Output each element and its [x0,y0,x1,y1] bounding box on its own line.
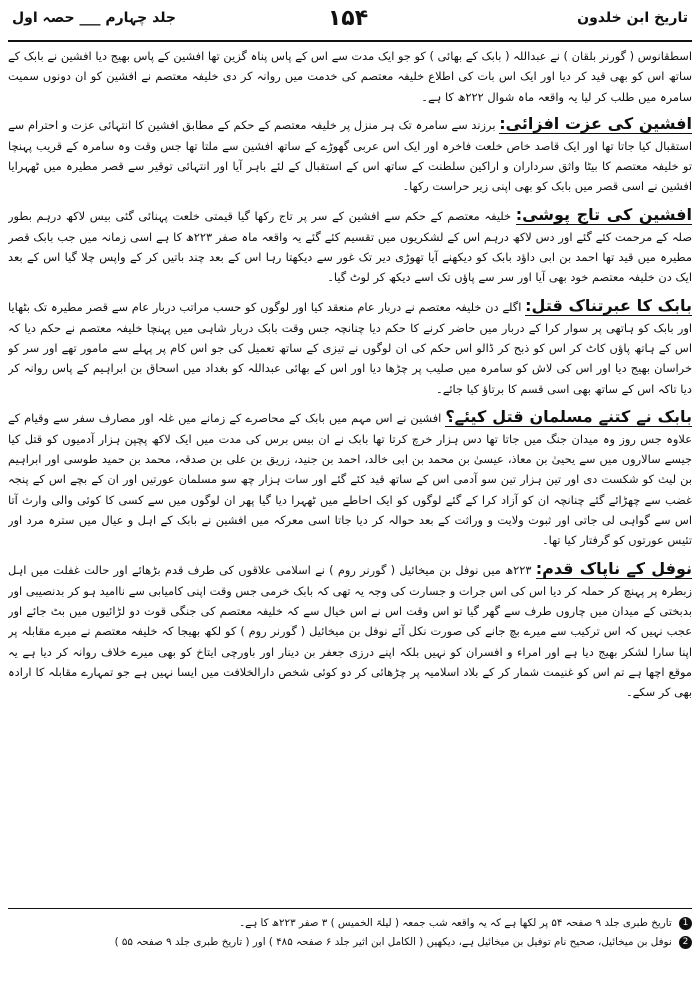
footnote-marker: 2 [679,936,692,949]
heading-casualties: بابک نے کتنے مسلمان قتل کیئے؟ [445,406,692,426]
footnotes [8,914,692,976]
page-body [8,46,692,902]
page-number: ۱۵۴ [327,6,369,31]
heading-execution: بابک کا عبرتناک قتل: [525,295,692,315]
text-casualties: افشین نے اس مہم میں بابک کے محاصرے کے زمانے میں غلہ اور مصارف سفر سے وقیام کے علاوہ جس روز وہ میدان جنگ میں جاتا تھا دس ہزار خرچ کرتا تھا بابک نے ان بیس برس کی مدت میں ایک لاکھ پچپن ہزار آدمیوں کو قتل کیا جیسے سالاروں میں سے یحییٰ بن معاذ، عیسیٰ بن محمد بن ابی خالد، احمد بن جنید، زریق بن علی بن صدقہ، محمد بن حمید طوسی اور ابراہیم بن لیث کو شکست دی اور تین ہزار تین سو آدمی اس کے ساتھ قید کئے گئے اور سات ہزار چھ سو مسلمان عورتیں اور ان کے بچے اس کے پنجہ غضب سے چھڑائے گئے چنانچہ ان کو آزاد کرا کے گئے لوگوں کو ایک احاطے میں ٹھہرا دیا گیا پھر ان لوگوں میں سے کسی کا کوئی والی وارث آتا اس سے گواہی لی جاتی اور ثبوت ولایت و وراثت کے بعد حوالہ کر دیا جاتا اسی معرکہ میں افشین نے بابک کے اہل و عیال میں سترہ مرد اور تئیس عورتوں کو گرفتار کیا تھا۔ [8,410,692,548]
text-nofal: ۲۲۳ھ میں نوفل بن میخائیل ( گورنر روم ) نے اسلامی علاقوں کی طرف قدم بڑھائے اور حالت غفلت میں اہل زبطرہ پر پہنچ کر حملہ کر دیا اس کی اس جرات و جسارت کی وجہ یہ تھی کہ بابک خرمی جس وقت اپنی کامیابی سے ناامید ہو کر بدنصیبی اور بدبختی کے میدان میں چاروں طرف سے گھر گیا تو اس وقت اس نے اس خیال سے کہ خلیفہ معتصم کی جنگی قوت دو لڑائیوں میں بٹ جائے اور عجب نہیں کہ اس ترکیب سے میرے بچ جانے کی صورت نکل آئے نوفل بن میخائیل ( گورنر روم ) کو لکھ بھیجا کہ خلیفہ معتصم نے میرے مقابلہ پر اپنا سارا لشکر بھیج دیا ہے اور امراء و افسران کو نہیں بلکہ اپنے درزی جعفر بن دینار اور باورچی ایتاخ کو بھی میرے خلاف روانہ کر دیا ہے یہ موقع اچھا ہے تم اس کو غنیمت شمار کر کے بلاد اسلامیہ پر چڑھائی کر دو کوئی شخص دارالخلافت میں ایسا نہیں ہے جو تمہارے مقابلہ کا ارادہ بھی کر سکے۔ [8,562,692,700]
heading-coronation: افشین کی تاج پوشی: [515,204,692,224]
intro-text: اسطقانوس ( گورنر بلقان ) نے عبداللہ ( بابک کے بھائی ) کو جو ایک مدت سے اس کے پاس پناہ گزین تھا افشین کے پاس بھیج دیا افشین نے بابک کے ساتھ اس کو بھی قید کر دیا اور ایک اس بات کی اطلاع خلیفہ معتصم کی خدمت میں روانہ کر دی خلیفہ معتصم نے افشین کو ان دونوں سمیت سامرہ میں طلب کر لیا یہ واقعہ ماہ شوال ۲۲۲ھ کا ہے۔ [8,49,692,104]
page-header [8,6,692,40]
footnote-item [8,914,692,933]
footnote-text: نوفل بن میخائیل، صحیح نام توفیل بن میخائیل ہے، دیکھیں ( الکامل ابن اثیر جلد ۶ صفحہ ۴۸۵ ) اور ( تاریخ طبری جلد ۹ صفحہ ۵۵ ) [114,936,672,948]
section-nofal [8,557,692,703]
heading-afshin-honor: افشین کی عزت افزائی: [499,113,692,133]
text-afshin-honor: برزند سے سامرہ تک ہر منزل پر خلیفہ معتصم کے حکم کے مطابق افشین کا انتہائی عزت و احترام سے استقبال کیا جاتا تھا اور ایک قاصد خاص خلعت فاخرہ اور ایک اس عربی گھوڑے کے ساتھ افشین سے ملتا تھا جس وقت وہ سامرہ کے قریب پہنچا تو خلیفہ معتصم کا بیٹا واثق سرداران و اراکین سلطنت کے ساتھ اس کے استقبال کے لئے باہر آیا اور انتہائی توقیر سے قصر مطیرہ میں ٹھہرایا افشین نے اسی قصر میں بابک کو بھی اپنی زیر حراست رکھا۔ [8,117,692,194]
footnote-rule [8,908,692,909]
footnote-marker: 1 [679,917,692,930]
footnote-item [8,933,692,952]
book-title: تاریخ ابن خلدون [577,10,688,26]
section-afshin-honor [8,112,692,197]
intro-paragraph [8,46,692,107]
section-coronation [8,203,692,288]
text-execution: اگلے دن خلیفہ معتصم نے دربار عام منعقد کیا اور لوگوں کو حسب مراتب دربار عام سے قصر مطیرہ تک بٹھایا اور بابک کو ہاتھی پر سوار کرا کے دربار میں حاضر کرنے کا حکم دیا چنانچہ جس وقت بابک دربار شاہی میں پہنچا خلیفہ معتصم نے حکم دیا کہ اس کے ہاتھ پاؤں کاٹ کر اس کو ذبح کر ڈالو اس حکم کی ان لوگوں نے تیزی کے ساتھ تعمیل کی جو اس کام پر پہلے سے مامور تھے اور سر کو خراسان بھیج دیا اور اس کی لاش کو سامرہ میں صلیب پر چڑھا دیا اور اس کے بھائی عبداللہ کو بغداد میں اسحاق بن ابراہیم کے پاس روانہ کر دیا تاکہ اس کے ساتھ بھی اسی قسم کا برتاؤ کیا جائے۔ [8,299,692,396]
footnote-text: تاریخ طبری جلد ۹ صفحہ ۵۴ پر لکھا ہے کہ یہ واقعہ شب جمعہ ( لیلۃ الخمیس ) ۳ صفر ۲۲۳ھ کا ہے۔ [239,917,672,929]
section-casualties [8,405,692,551]
section-execution [8,294,692,399]
heading-nofal: نوفل کے ناپاک قدم: [535,558,692,578]
text-coronation: خلیفہ معتصم کے حکم سے افشین کے سر پر تاج رکھا گیا قیمتی خلعت پہنائی گئی بیس لاکھ درہم بطور صلہ کے مرحمت کئے گئے اور دس لاکھ درہم اس کے لشکریوں میں تقسیم کئے گئے یہ واقعہ ماہ صفر ۲۲۳ھ کا ہے اسی زمانہ میں جب بابک قصر مطیرہ میں قید تھا احمد بن ابی داؤد بابک کو دیکھنے آیا تھوڑی دیر تک غور سے دیکھتا رہا اس کے بعد چند باتیں کر کے واپس چلا گیا اس کے بعد ایک دن خلیفہ معتصم خود بھی آیا اور سر سے پاؤں تک اسے دیکھ کر لوٹ گیا۔ [8,208,692,285]
header-rule [8,40,692,42]
volume-label: جلد چہارم ___ حصہ اول [12,10,176,26]
